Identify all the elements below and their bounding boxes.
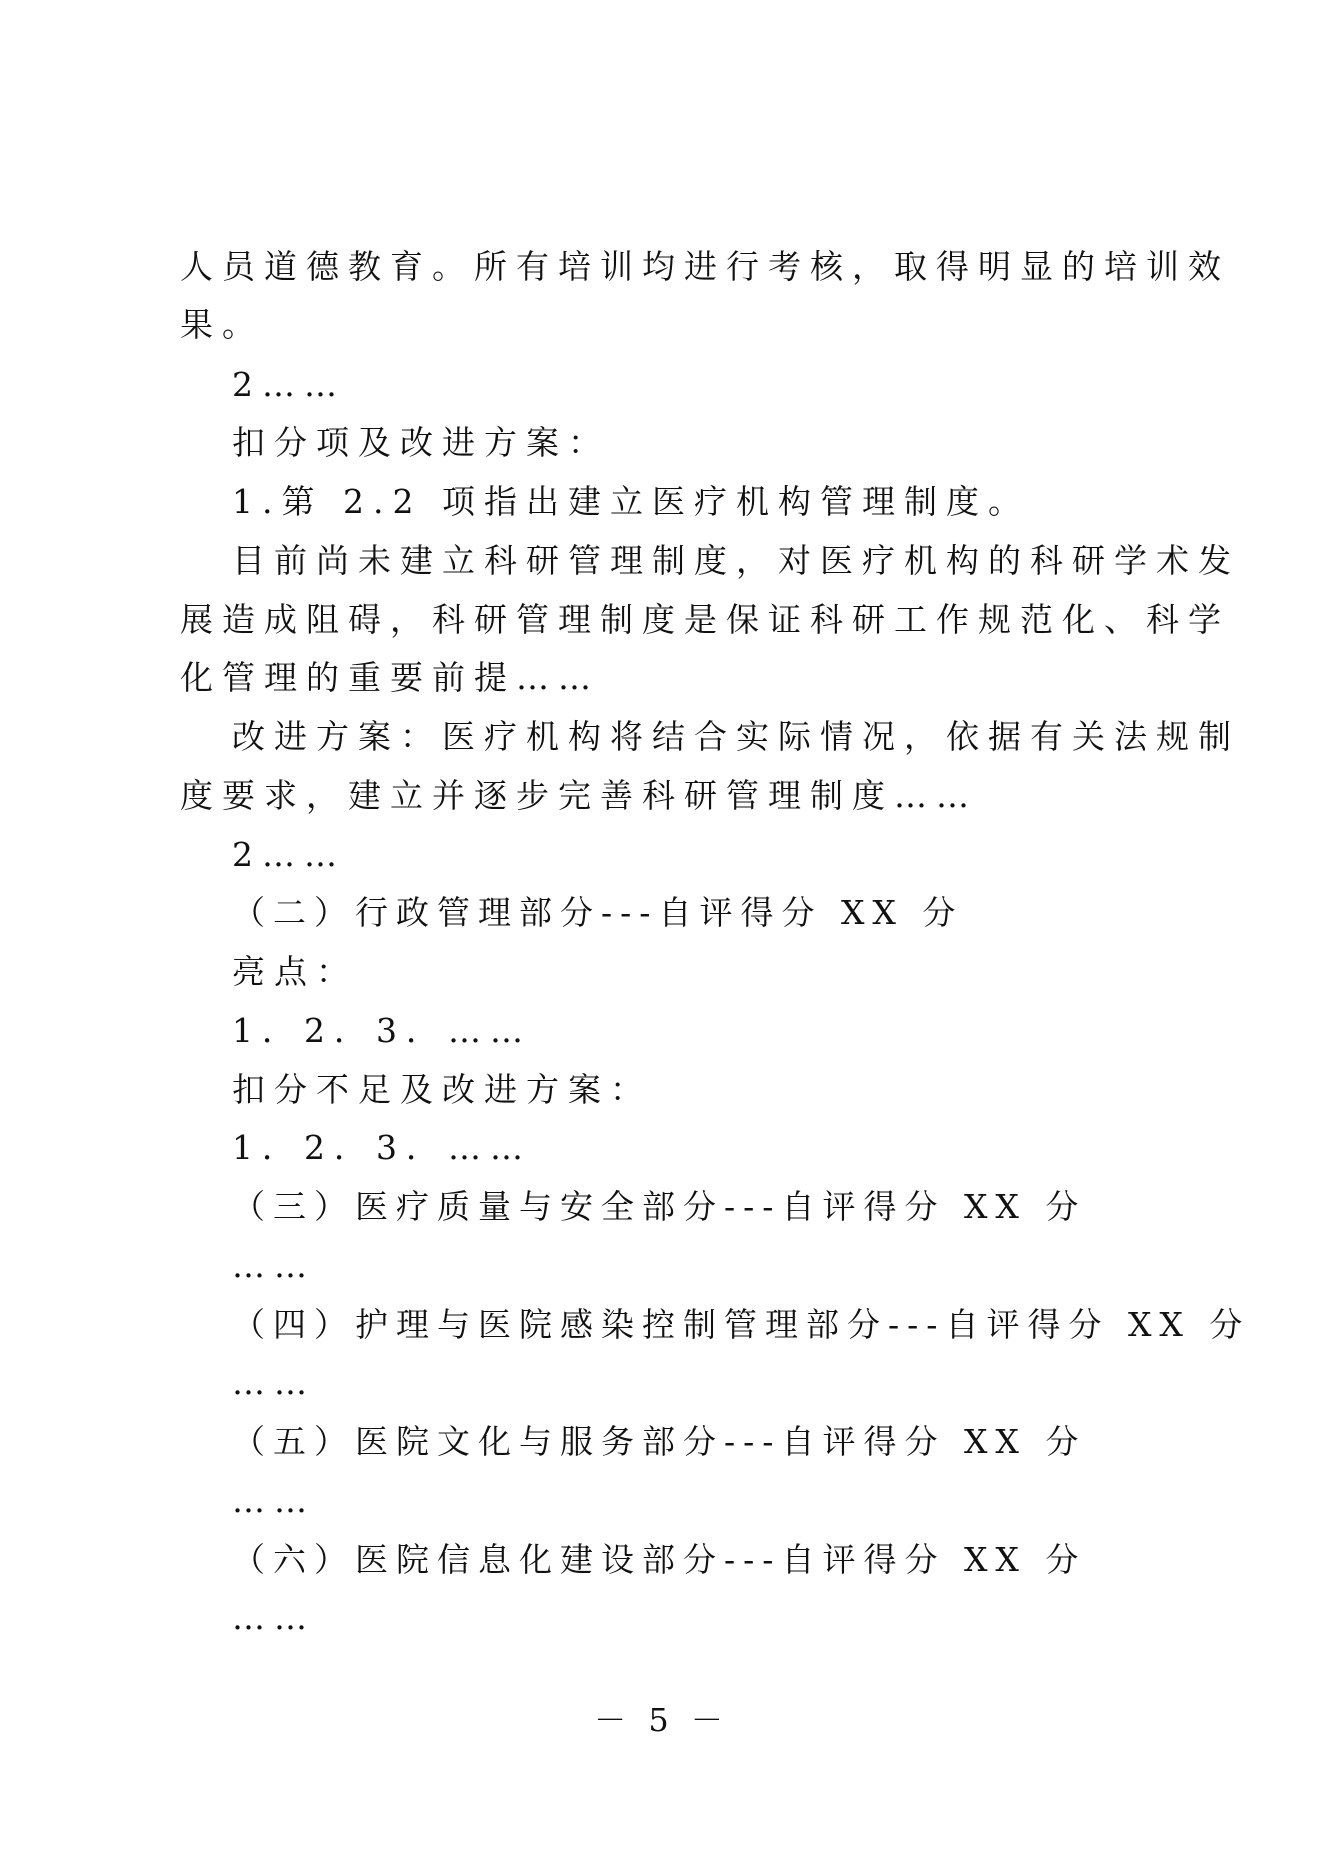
section-label: 扣分项及改进方案： [232,423,610,462]
section-heading: （六）医院信息化建设部分---自评得分 XX 分 [232,1540,1087,1579]
ellipsis-line: …… [232,1481,316,1520]
paragraph-line: 果。 [180,305,264,344]
list-item: 1.第 2.2 项指出建立医疗机构管理制度。 [232,482,1030,521]
list-item: 1．2．3．…… [232,1128,532,1167]
paragraph-line: 改进方案：医疗机构将结合实际情况，依据有关法规制 [232,717,1240,756]
section-label: 扣分不足及改进方案： [232,1070,652,1109]
paragraph-line: 人员道德教育。所有培训均进行考核，取得明显的培训效 [180,247,1230,286]
section-label: 亮点： [232,952,358,991]
section-heading: （二）行政管理部分---自评得分 XX 分 [232,893,964,932]
section-heading: （三）医疗质量与安全部分---自评得分 XX 分 [232,1187,1087,1226]
ellipsis-line: …… [232,1363,316,1402]
page-number: － 5 － [594,1701,729,1739]
section-heading: （五）医院文化与服务部分---自评得分 XX 分 [232,1422,1087,1461]
list-item: 1．2．3．…… [232,1011,532,1050]
paragraph-line: 目前尚未建立科研管理制度，对医疗机构的科研学术发 [232,541,1240,580]
list-item: 2…… [232,835,346,874]
ellipsis-line: …… [232,1598,316,1637]
section-heading: （四）护理与医院感染控制管理部分---自评得分 XX 分 [232,1305,1251,1344]
paragraph-line: 展造成阻碍，科研管理制度是保证科研工作规范化、科学 [180,600,1230,639]
list-item: 2…… [232,365,346,404]
paragraph-line: 化管理的重要前提…… [180,658,600,697]
ellipsis-line: …… [232,1246,316,1285]
paragraph-line: 度要求，建立并逐步完善科研管理制度…… [180,776,978,815]
